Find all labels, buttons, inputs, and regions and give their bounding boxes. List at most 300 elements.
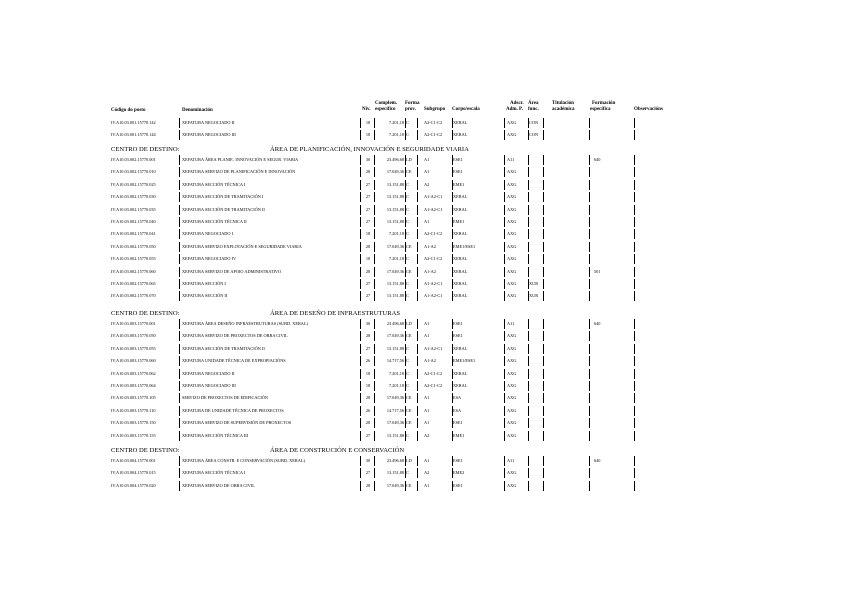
corps-scale-cell: EME1/ESE1 xyxy=(453,358,476,364)
administration-cell: AXG xyxy=(507,243,517,249)
cell-divider xyxy=(504,456,505,466)
subgroup-cell: A2 xyxy=(424,470,430,476)
cell-divider xyxy=(504,217,505,227)
header-adm: Adm. P. xyxy=(506,107,523,112)
cell-divider xyxy=(634,279,635,289)
position-code-cell: IV.A10.03.002.15770.025 xyxy=(111,181,156,187)
level-cell: 27 xyxy=(365,206,371,212)
table-row xyxy=(0,480,842,492)
cell-divider xyxy=(504,406,505,416)
header-especifica: específica xyxy=(590,107,611,112)
cell-divider xyxy=(589,331,590,341)
header-observacions: Observacións xyxy=(634,107,663,112)
position-code-cell: IV.A10.03.002.15770.065 xyxy=(111,281,156,286)
cell-divider xyxy=(589,456,590,466)
position-name-cell: XEFATURA NEGOCIADO II xyxy=(182,370,235,376)
subgroup-cell: A2 xyxy=(424,432,430,438)
functional-area-cell xyxy=(529,253,549,265)
cell-divider xyxy=(589,344,590,354)
position-code-cell: IV.A10.03.003.15770.110 xyxy=(111,407,156,413)
position-code-cell: IV.A10.03.003.15770.105 xyxy=(111,395,156,401)
position-name-cell: SERVIZO DE PROXECTOS DE EDIFICACIÓN xyxy=(182,395,268,401)
administration-cell: AXG xyxy=(507,231,517,237)
cell-divider xyxy=(634,356,635,366)
subgroup-cell: A2-C1-C2 xyxy=(424,383,443,388)
cell-divider xyxy=(634,130,635,140)
level-cell: 18 xyxy=(365,120,371,125)
cell-divider xyxy=(589,418,590,428)
administration-cell: A11 xyxy=(507,321,515,326)
functional-area-cell xyxy=(529,318,549,330)
training-cell xyxy=(594,355,626,367)
complement-cell: 13.151,88 xyxy=(386,281,404,286)
cell-divider xyxy=(504,242,505,252)
cell-divider xyxy=(504,331,505,341)
corps-scale-cell: ESE1 xyxy=(453,169,463,175)
provision-form-cell: CE xyxy=(406,268,412,274)
position-code-cell: IV.A10.03.004.15770.001 xyxy=(111,458,156,463)
cell-divider xyxy=(504,369,505,379)
provision-form-cell: C xyxy=(406,293,409,299)
complement-cell: 23.496,68 xyxy=(386,157,404,162)
level-cell: 27 xyxy=(365,470,371,476)
header-formacion: Formación xyxy=(592,101,616,106)
level-cell: 30 xyxy=(365,157,371,162)
position-code-cell: IV.A10.03.004.15770.020 xyxy=(111,482,156,488)
administration-cell: AXG xyxy=(507,333,517,339)
header-titulacion: Titulación xyxy=(552,101,574,106)
corps-scale-cell: ESE1 xyxy=(453,420,463,426)
level-cell: 28 xyxy=(365,395,371,401)
functional-area-cell xyxy=(529,467,549,479)
header-codigo: Código do posto xyxy=(111,108,146,113)
training-cell xyxy=(594,191,626,203)
cell-divider xyxy=(504,155,505,165)
position-name-cell: XEFATURA ÁREA CONSTR. E CONSERVACIÓN (SUBD. XERAL) xyxy=(182,458,305,463)
cell-divider xyxy=(589,369,590,379)
training-cell xyxy=(594,343,626,355)
table-row xyxy=(0,392,842,404)
position-name-cell: XEFATURA SECCIÓN TÉCNICA I xyxy=(182,470,246,476)
complement-cell: 17.049,36 xyxy=(386,268,404,274)
cell-divider xyxy=(634,319,635,329)
corps-scale-cell: EME1 xyxy=(453,181,465,187)
corps-scale-cell: XERAL xyxy=(453,132,468,138)
subgroup-cell: A2-C1-C2 xyxy=(424,256,443,262)
cell-divider xyxy=(589,381,590,391)
cell-divider xyxy=(589,267,590,277)
provision-form-cell: C xyxy=(406,256,409,262)
subgroup-cell: A1-A2-C1 xyxy=(424,206,443,212)
provision-form-cell: LD xyxy=(406,458,412,463)
training-cell xyxy=(594,117,626,129)
cell-divider xyxy=(634,180,635,190)
training-cell xyxy=(594,405,626,417)
corps-scale-cell: XERAL xyxy=(453,256,468,262)
cell-divider xyxy=(634,118,635,128)
functional-area-cell xyxy=(529,417,549,429)
position-code-cell: IV.A10.03.001.15770.142 xyxy=(111,120,156,125)
cell-divider xyxy=(504,381,505,391)
cell-divider xyxy=(589,130,590,140)
functional-area-cell xyxy=(529,430,549,442)
administration-cell: AXG xyxy=(507,268,517,274)
level-cell: 28 xyxy=(365,333,371,339)
table-row xyxy=(0,228,842,240)
section-title: ÁREA DE CONSTRUCIÓN E CONSERVACIÓN xyxy=(270,447,405,454)
complement-cell: 14.717,56 xyxy=(386,358,404,364)
subgroup-cell: A1 xyxy=(424,321,430,326)
provision-form-cell: CE xyxy=(406,407,412,413)
functional-area-cell: XUR xyxy=(529,281,539,286)
functional-area-cell: CON xyxy=(529,132,539,138)
complement-cell: 7.201,18 xyxy=(388,120,404,125)
administration-cell: AXG xyxy=(507,345,517,351)
position-code-cell: IV.A10.03.003.15770.050 xyxy=(111,333,156,339)
subgroup-cell: A1 xyxy=(424,420,430,426)
level-cell: 27 xyxy=(365,219,371,224)
training-cell xyxy=(594,330,626,342)
cell-divider xyxy=(634,331,635,341)
header-area: Área xyxy=(528,101,539,106)
header-forma: Forma xyxy=(405,101,420,106)
subgroup-cell: A1-A2-C1 xyxy=(424,281,443,286)
complement-cell: 13.151,88 xyxy=(386,194,404,200)
level-cell: 28 xyxy=(365,243,371,249)
cell-divider xyxy=(634,481,635,491)
table-row xyxy=(0,455,842,467)
table-row xyxy=(0,154,842,166)
table-row xyxy=(0,330,842,342)
header-complem: Complem. xyxy=(375,101,398,106)
functional-area-cell xyxy=(529,355,549,367)
cell-divider xyxy=(504,229,505,239)
cell-divider xyxy=(634,205,635,215)
functional-area-cell xyxy=(529,228,549,240)
administration-cell: AXG xyxy=(507,132,517,138)
position-name-cell: XEFATURA SECCIÓN I xyxy=(182,281,226,286)
cell-divider xyxy=(634,192,635,202)
cell-divider xyxy=(589,180,590,190)
table-row xyxy=(0,343,842,355)
complement-cell: 13.151,88 xyxy=(386,470,404,476)
provision-form-cell: C xyxy=(406,206,409,212)
table-row xyxy=(0,191,842,203)
position-code-cell: IV.A10.03.003.15770.060 xyxy=(111,358,156,364)
level-cell: 18 xyxy=(365,231,371,237)
corps-scale-cell: XERAL xyxy=(453,383,468,388)
cell-divider xyxy=(634,291,635,301)
level-cell: 27 xyxy=(365,293,371,299)
cell-divider xyxy=(589,242,590,252)
corps-scale-cell: XERAL xyxy=(453,281,468,286)
position-name-cell: XEFATURA SECCIÓN DE TRAMITACIÓN II xyxy=(182,206,265,212)
cell-divider xyxy=(634,369,635,379)
table-row xyxy=(0,179,842,191)
provision-form-cell: C xyxy=(406,231,409,237)
functional-area-cell xyxy=(529,154,549,166)
complement-cell: 17.049,36 xyxy=(386,420,404,426)
provision-form-cell: CE xyxy=(406,395,412,401)
position-code-cell: IV.A10.03.002.15770.035 xyxy=(111,206,156,212)
table-row xyxy=(0,417,842,429)
header-especifico: específico xyxy=(375,107,396,112)
functional-area-cell xyxy=(529,241,549,253)
complement-cell: 7.201,18 xyxy=(388,256,404,262)
functional-area-cell xyxy=(529,216,549,228)
administration-cell: AXG xyxy=(507,432,517,438)
level-cell: 18 xyxy=(365,383,371,388)
subgroup-cell: A1 xyxy=(424,157,430,162)
functional-area-cell xyxy=(529,380,549,392)
functional-area-cell: XUR xyxy=(529,293,539,299)
position-code-cell: IV.A10.03.002.15770.050 xyxy=(111,243,156,249)
cell-divider xyxy=(634,217,635,227)
corps-scale-cell: XERAL xyxy=(453,206,468,212)
level-cell: 26 xyxy=(365,407,371,413)
training-cell xyxy=(594,278,626,290)
subgroup-cell: A2-C1-C2 xyxy=(424,231,443,237)
corps-scale-cell: ESE1 xyxy=(453,321,463,326)
level-cell: 27 xyxy=(365,345,371,351)
complement-cell: 17.049,36 xyxy=(386,333,404,339)
table-row xyxy=(0,430,842,442)
cell-divider xyxy=(589,291,590,301)
provision-form-cell: C xyxy=(406,432,409,438)
position-name-cell: XEFATURA SERVIZO DE SUPERVISIÓN DE PROXECTOS xyxy=(182,420,292,426)
position-name-cell: XEFATURA SERVIZO EXPLOTACIÓN E SEGURIDADE VIARIA xyxy=(182,243,302,249)
cell-divider xyxy=(504,418,505,428)
position-code-cell: IV.A10.03.002.15770.010 xyxy=(111,169,156,175)
subgroup-cell: A1 xyxy=(424,482,430,488)
position-code-cell: IV.A10.03.002.15770.041 xyxy=(111,231,156,237)
functional-area-cell xyxy=(529,191,549,203)
provision-form-cell: C xyxy=(406,219,409,224)
corps-scale-cell: XERAL xyxy=(453,293,468,299)
corps-scale-cell: ESE1 xyxy=(453,333,463,339)
cell-divider xyxy=(504,254,505,264)
cell-divider xyxy=(589,192,590,202)
functional-area-cell xyxy=(529,266,549,278)
position-name-cell: XEFATURA SECCIÓN DE TRAMITACIÓN II xyxy=(182,345,265,351)
functional-area-cell: CON xyxy=(529,120,539,125)
corps-scale-cell: EME1/ESE1 xyxy=(453,243,476,249)
position-code-cell: IV.A10.03.002.15770.055 xyxy=(111,256,156,262)
corps-scale-cell: XERAL xyxy=(453,345,468,351)
cell-divider xyxy=(589,468,590,478)
level-cell: 28 xyxy=(365,268,371,274)
complement-cell: 7.201,18 xyxy=(388,383,404,388)
provision-form-cell: LD xyxy=(406,321,412,326)
training-cell xyxy=(594,228,626,240)
training-cell xyxy=(594,480,626,492)
subgroup-cell: A2-C1-C2 xyxy=(424,132,443,138)
training-cell: 640 xyxy=(594,157,601,162)
administration-cell: A11 xyxy=(507,458,515,463)
level-cell: 27 xyxy=(365,432,371,438)
provision-form-cell: C xyxy=(406,470,409,476)
provision-form-cell: CE xyxy=(406,333,412,339)
position-code-cell: IV.A10.03.001.15770.144 xyxy=(111,132,156,138)
provision-form-cell: CE xyxy=(406,243,412,249)
complement-cell: 7.201,18 xyxy=(388,231,404,237)
complement-cell: 13.151,88 xyxy=(386,432,404,438)
subgroup-cell: A1 xyxy=(424,407,430,413)
training-cell xyxy=(594,392,626,404)
cell-divider xyxy=(504,192,505,202)
complement-cell: 17.049,36 xyxy=(386,243,404,249)
position-code-cell: IV.A10.03.002.15770.070 xyxy=(111,293,156,299)
header-prov: prov. xyxy=(405,107,416,112)
subgroup-cell: A2-C1-C2 xyxy=(424,120,443,125)
cell-divider xyxy=(634,267,635,277)
administration-cell: AXG xyxy=(507,470,517,476)
position-name-cell: XEFATURA NEGOCIADO IV xyxy=(182,256,237,262)
cell-divider xyxy=(504,130,505,140)
header-subgrupo: Subgrupo xyxy=(424,107,446,112)
header-corpo: Corpo/escala xyxy=(452,107,480,112)
corps-scale-cell: EME1 xyxy=(453,432,465,438)
provision-form-cell: CE xyxy=(406,482,412,488)
subgroup-cell: A1-A2 xyxy=(424,358,436,364)
training-cell xyxy=(594,129,626,141)
cell-divider xyxy=(589,319,590,329)
level-cell: 26 xyxy=(365,358,371,364)
level-cell: 18 xyxy=(365,370,371,376)
cell-divider xyxy=(634,431,635,441)
provision-form-cell: C xyxy=(406,345,409,351)
training-cell xyxy=(594,166,626,178)
cell-divider xyxy=(504,431,505,441)
position-name-cell: XEFATURA NEGOCIADO II xyxy=(182,120,235,125)
level-cell: 18 xyxy=(365,132,371,138)
level-cell: 30 xyxy=(365,458,371,463)
level-cell: 28 xyxy=(365,482,371,488)
cell-divider xyxy=(504,344,505,354)
table-row xyxy=(0,166,842,178)
cell-divider xyxy=(634,456,635,466)
subgroup-cell: A1 xyxy=(424,395,430,401)
cell-divider xyxy=(634,393,635,403)
table-row xyxy=(0,241,842,253)
subgroup-cell: A1 xyxy=(424,458,430,463)
cell-divider xyxy=(589,356,590,366)
training-cell xyxy=(594,368,626,380)
administration-cell: AXG xyxy=(507,420,517,426)
cell-divider xyxy=(634,167,635,177)
level-cell: 30 xyxy=(365,321,371,326)
functional-area-cell xyxy=(529,166,549,178)
header-adscr: Adscr. xyxy=(510,101,524,106)
training-cell xyxy=(594,430,626,442)
cell-divider xyxy=(589,481,590,491)
complement-cell: 13.151,88 xyxy=(386,293,404,299)
training-cell: 501 xyxy=(594,268,601,274)
training-cell xyxy=(594,253,626,265)
cell-divider xyxy=(504,118,505,128)
level-cell: 18 xyxy=(365,256,371,262)
functional-area-cell xyxy=(529,343,549,355)
cell-divider xyxy=(634,155,635,165)
administration-cell: AXG xyxy=(507,194,517,200)
training-cell: 640 xyxy=(594,321,601,326)
administration-cell: AXG xyxy=(507,206,517,212)
administration-cell: AXG xyxy=(507,181,517,187)
position-code-cell: IV.A10.03.003.15770.155 xyxy=(111,432,156,438)
position-code-cell: IV.A10.03.002.15770.001 xyxy=(111,157,156,162)
header-academica: académica xyxy=(552,107,575,112)
cell-divider xyxy=(504,356,505,366)
table-row xyxy=(0,129,842,141)
training-cell xyxy=(594,204,626,216)
cell-divider xyxy=(634,381,635,391)
complement-cell: 7.201,18 xyxy=(388,370,404,376)
administration-cell: AXG xyxy=(507,293,517,299)
provision-form-cell: C xyxy=(406,281,409,286)
functional-area-cell xyxy=(529,368,549,380)
subgroup-cell: A2-C1-C2 xyxy=(424,370,443,376)
cell-divider xyxy=(634,254,635,264)
cell-divider xyxy=(589,431,590,441)
level-cell: 27 xyxy=(365,194,371,200)
table-row xyxy=(0,204,842,216)
training-cell xyxy=(594,467,626,479)
complement-cell: 17.049,36 xyxy=(386,482,404,488)
position-code-cell: IV.A10.03.003.15770.062 xyxy=(111,370,156,376)
position-name-cell: XEFATURA SECCIÓN II xyxy=(182,293,228,299)
functional-area-cell xyxy=(529,405,549,417)
corps-scale-cell: ESA xyxy=(453,407,462,413)
cell-divider xyxy=(504,267,505,277)
corps-scale-cell: ESA xyxy=(453,395,462,401)
administration-cell: AXG xyxy=(507,219,517,224)
corps-scale-cell: XERAL xyxy=(453,370,468,376)
administration-cell: AXG xyxy=(507,256,517,262)
position-code-cell: IV.A10.03.003.15770.150 xyxy=(111,420,156,426)
complement-cell: 13.151,88 xyxy=(386,206,404,212)
cell-divider xyxy=(504,279,505,289)
cell-divider xyxy=(589,205,590,215)
table-row xyxy=(0,380,842,392)
cell-divider xyxy=(634,242,635,252)
administration-cell: AXG xyxy=(507,407,517,413)
corps-scale-cell: EME1 xyxy=(453,219,465,224)
cell-divider xyxy=(504,393,505,403)
table-row xyxy=(0,253,842,265)
subgroup-cell: A1 xyxy=(424,333,430,339)
position-code-cell: IV.A10.03.002.15770.060 xyxy=(111,268,156,274)
table-row xyxy=(0,355,842,367)
administration-cell: AXG xyxy=(507,482,517,488)
cell-divider xyxy=(634,468,635,478)
cell-divider xyxy=(634,229,635,239)
training-cell xyxy=(594,179,626,191)
section-label: CENTRO DE DESTINO: xyxy=(111,310,180,317)
administration-cell: AXG xyxy=(507,281,517,286)
administration-cell: A11 xyxy=(507,157,515,162)
functional-area-cell xyxy=(529,179,549,191)
header-niv: Nív. xyxy=(362,107,371,112)
cell-divider xyxy=(504,319,505,329)
level-cell: 27 xyxy=(365,181,371,187)
cell-divider xyxy=(504,205,505,215)
complement-cell: 14.717,56 xyxy=(386,407,404,413)
table-row xyxy=(0,216,842,228)
cell-divider xyxy=(504,291,505,301)
cell-divider xyxy=(504,468,505,478)
functional-area-cell xyxy=(529,480,549,492)
provision-form-cell: LD xyxy=(406,157,412,162)
